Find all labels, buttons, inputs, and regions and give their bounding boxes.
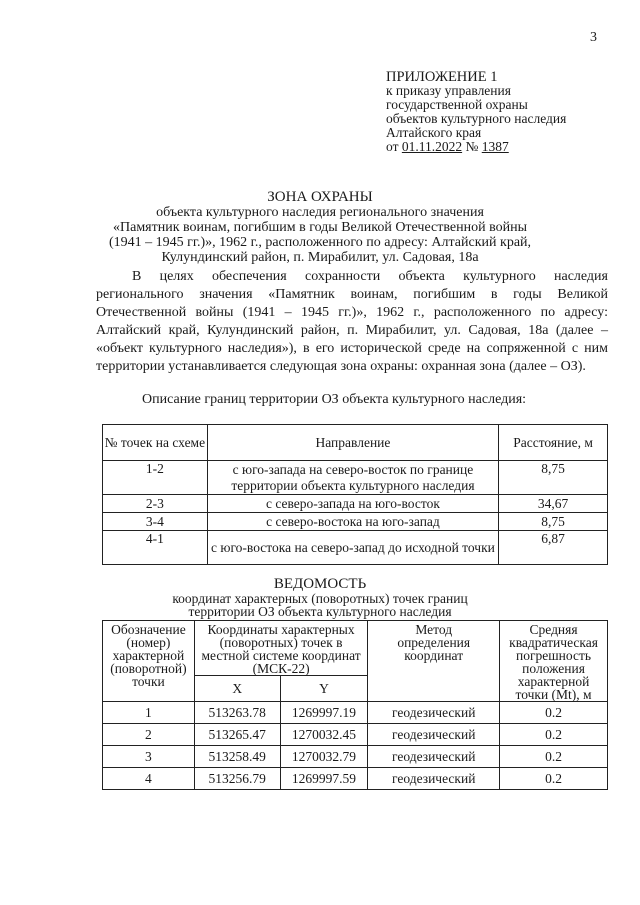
coordinates-table [102, 620, 608, 790]
cell-points: 1-2 [103, 461, 208, 495]
cell-method: геодезический [368, 724, 500, 746]
table-row [103, 495, 608, 513]
table-row [103, 461, 608, 495]
table-row [103, 724, 608, 746]
header-points: № точек на схеме [103, 425, 208, 461]
date-prefix: от [386, 139, 402, 154]
cell-distance: 6,87 [499, 531, 608, 565]
zone-title-block [0, 190, 640, 265]
table-header-row [103, 425, 608, 461]
cell-point-number: 2 [103, 724, 195, 746]
cell-distance: 8,75 [499, 513, 608, 531]
page-number: 3 [590, 30, 597, 45]
cell-error: 0.2 [500, 724, 608, 746]
header-coordinates: Координаты характерных (поворотных) точек в местной системе координат (МСК-22) [194, 621, 367, 676]
header-distance: Расстояние, м [499, 425, 608, 461]
cell-point-number: 3 [103, 746, 195, 768]
cell-direction: с северо-запада на юго-восток [207, 495, 498, 513]
cell-distance: 8,75 [499, 461, 608, 495]
cell-error: 0.2 [500, 768, 608, 790]
cell-method: геодезический [368, 768, 500, 790]
appendix-line: объектов культурного наследия [386, 111, 567, 126]
cell-method: геодезический [368, 746, 500, 768]
cell-y: 1270032.45 [280, 724, 368, 746]
cell-error: 0.2 [500, 746, 608, 768]
zone-title: ЗОНА ОХРАНЫ [267, 189, 373, 205]
number-prefix: № [462, 139, 482, 154]
table-row [103, 531, 608, 565]
zone-title-line: «Памятник воинам, погибшим в годы Великой Отечественной войны [113, 220, 527, 235]
table-row [103, 768, 608, 790]
header-error: Средняя квадратическая погрешность положения характерной точки (Mt), м [500, 621, 608, 702]
vedomost-title: ВЕДОМОСТЬ [273, 576, 367, 592]
cell-y: 1269997.19 [280, 702, 368, 724]
order-number: 1387 [481, 139, 509, 154]
table-header-row [103, 621, 608, 676]
cell-direction: с юго-востока на северо-запад до исходной точки [207, 531, 498, 565]
zone-title-line: Кулундинский район, п. Мирабилит, ул. Садовая, 18а [161, 250, 479, 265]
cell-error: 0.2 [500, 702, 608, 724]
appendix-date-line [386, 140, 566, 154]
appendix-line: Алтайского края [386, 125, 482, 140]
zone-title-line: (1941 – 1945 гг.)», 1962 г., расположенного по адресу: Алтайский край, [108, 235, 532, 250]
appendix-heading: ПРИЛОЖЕНИЕ 1 [386, 69, 498, 85]
borders-caption: Описание границ территории ОЗ объекта культурного наследия: [142, 392, 527, 407]
order-date: 01.11.2022 [401, 139, 463, 154]
cell-x: 513263.78 [194, 702, 280, 724]
header-method: Метод определения координат [368, 621, 500, 702]
header-x: X [194, 676, 280, 702]
cell-points: 4-1 [103, 531, 208, 565]
cell-y: 1270032.79 [280, 746, 368, 768]
vedomost-title-block [0, 576, 640, 618]
cell-distance: 34,67 [499, 495, 608, 513]
cell-x: 513256.79 [194, 768, 280, 790]
cell-x: 513265.47 [194, 724, 280, 746]
table-row [103, 746, 608, 768]
borders-table [102, 424, 608, 565]
cell-points: 3-4 [103, 513, 208, 531]
cell-point-number: 4 [103, 768, 195, 790]
cell-y: 1269997.59 [280, 768, 368, 790]
cell-direction: с северо-востока на юго-запад [207, 513, 498, 531]
cell-point-number: 1 [103, 702, 195, 724]
appendix-line: к приказу управления [386, 83, 511, 98]
table-row [103, 513, 608, 531]
vedomost-line: координат характерных (поворотных) точек границ [172, 591, 468, 606]
cell-points: 2-3 [103, 495, 208, 513]
cell-direction: с юго-запада на северо-восток по границе территории объекта культурного наследия [207, 461, 498, 495]
header-direction: Направление [207, 425, 498, 461]
intro-paragraph: В целях обеспечения сохранности объекта культурного наследия регионального значения «Памятник воинам, погибшим в годы Великой Отечественной войны (1941 – 1945 гг.)», 1962 г., расположенного по адресу: Алтайский край, Кулундинский район, п. Мирабилит, ул. Садовая, 18а (далее – «объект культурного наследия»), в его исторической среде на сопряженной с ним территории устанавливается следующая зона охраны: охранная зона (далее – ОЗ). [96, 269, 608, 374]
appendix-block [386, 70, 566, 154]
table-row [103, 702, 608, 724]
zone-title-line: объекта культурного наследия регионального значения [156, 205, 484, 220]
cell-x: 513258.49 [194, 746, 280, 768]
appendix-line: государственной охраны [386, 97, 528, 112]
header-point-designation: Обозначение (номер) характерной (поворотной) точки [103, 621, 195, 702]
cell-method: геодезический [368, 702, 500, 724]
vedomost-line: территории ОЗ объекта культурного наследия [188, 604, 452, 619]
header-y: Y [280, 676, 368, 702]
